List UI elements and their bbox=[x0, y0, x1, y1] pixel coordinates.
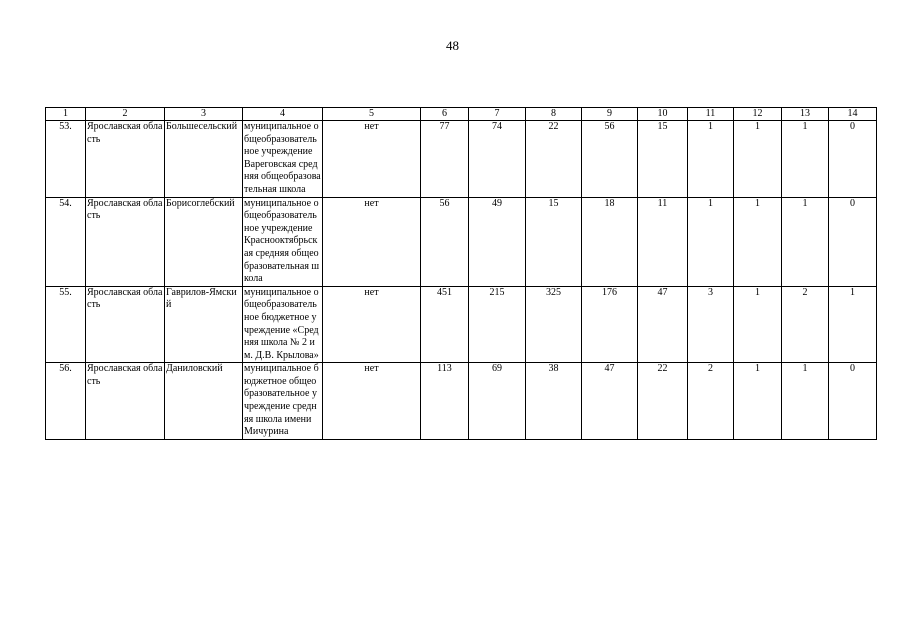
value-cell: 2 bbox=[782, 286, 829, 363]
value-cell: 0 bbox=[829, 363, 877, 440]
flag-cell: нет bbox=[323, 363, 421, 440]
value-cell: 215 bbox=[469, 286, 526, 363]
column-header: 9 bbox=[582, 108, 638, 121]
value-cell: 0 bbox=[829, 197, 877, 286]
value-cell: 2 bbox=[688, 363, 734, 440]
column-header: 14 bbox=[829, 108, 877, 121]
value-cell: 1 bbox=[734, 121, 782, 198]
page-number: 48 bbox=[446, 38, 459, 53]
column-header: 6 bbox=[421, 108, 469, 121]
value-cell: 22 bbox=[526, 121, 582, 198]
value-cell: 1 bbox=[734, 286, 782, 363]
row-number: 55. bbox=[46, 286, 86, 363]
value-cell: 56 bbox=[421, 197, 469, 286]
region-cell: Ярославская область bbox=[86, 121, 165, 198]
value-cell: 18 bbox=[582, 197, 638, 286]
district-cell: Гаврилов-Ямский bbox=[165, 286, 243, 363]
value-cell: 3 bbox=[688, 286, 734, 363]
column-header: 5 bbox=[323, 108, 421, 121]
region-cell: Ярославская область bbox=[86, 363, 165, 440]
value-cell: 47 bbox=[582, 363, 638, 440]
flag-cell: нет bbox=[323, 197, 421, 286]
value-cell: 1 bbox=[688, 121, 734, 198]
district-cell: Большесельский bbox=[165, 121, 243, 198]
school-cell: муниципальное общеобразовательное бюджетное учреждение «Средняя школа № 2 им. Д.В. Крылова» bbox=[243, 286, 323, 363]
flag-cell: нет bbox=[323, 121, 421, 198]
district-cell: Даниловский bbox=[165, 363, 243, 440]
column-header: 4 bbox=[243, 108, 323, 121]
value-cell: 176 bbox=[582, 286, 638, 363]
value-cell: 56 bbox=[582, 121, 638, 198]
flag-cell: нет bbox=[323, 286, 421, 363]
value-cell: 113 bbox=[421, 363, 469, 440]
value-cell: 49 bbox=[469, 197, 526, 286]
table-row bbox=[46, 197, 877, 286]
column-header: 3 bbox=[165, 108, 243, 121]
value-cell: 15 bbox=[638, 121, 688, 198]
column-header: 2 bbox=[86, 108, 165, 121]
region-cell: Ярославская область bbox=[86, 197, 165, 286]
value-cell: 69 bbox=[469, 363, 526, 440]
value-cell: 1 bbox=[782, 197, 829, 286]
region-cell: Ярославская область bbox=[86, 286, 165, 363]
value-cell: 325 bbox=[526, 286, 582, 363]
column-header: 13 bbox=[782, 108, 829, 121]
value-cell: 1 bbox=[829, 286, 877, 363]
value-cell: 0 bbox=[829, 121, 877, 198]
column-header: 8 bbox=[526, 108, 582, 121]
row-number: 53. bbox=[46, 121, 86, 198]
value-cell: 11 bbox=[638, 197, 688, 286]
row-number: 54. bbox=[46, 197, 86, 286]
value-cell: 1 bbox=[734, 197, 782, 286]
value-cell: 77 bbox=[421, 121, 469, 198]
row-number: 56. bbox=[46, 363, 86, 440]
column-number-row bbox=[46, 108, 877, 121]
column-header: 7 bbox=[469, 108, 526, 121]
table-row bbox=[46, 121, 877, 198]
table-row bbox=[46, 286, 877, 363]
value-cell: 451 bbox=[421, 286, 469, 363]
column-header: 10 bbox=[638, 108, 688, 121]
value-cell: 47 bbox=[638, 286, 688, 363]
district-cell: Борисоглебский bbox=[165, 197, 243, 286]
value-cell: 22 bbox=[638, 363, 688, 440]
value-cell: 1 bbox=[734, 363, 782, 440]
data-table bbox=[45, 107, 877, 440]
column-header: 12 bbox=[734, 108, 782, 121]
school-cell: муниципальное общеобразовательное учреждение Вареговская средняя общеобразовательная школа bbox=[243, 121, 323, 198]
table-row bbox=[46, 363, 877, 440]
value-cell: 38 bbox=[526, 363, 582, 440]
column-header: 11 bbox=[688, 108, 734, 121]
value-cell: 1 bbox=[688, 197, 734, 286]
value-cell: 15 bbox=[526, 197, 582, 286]
school-cell: муниципальное общеобразовательное учреждение Краснооктябрьская средняя общеобразовательная школа bbox=[243, 197, 323, 286]
school-cell: муниципальное бюджетное общеобразовательное учреждение средняя школа имени Мичурина bbox=[243, 363, 323, 440]
column-header: 1 bbox=[46, 108, 86, 121]
value-cell: 74 bbox=[469, 121, 526, 198]
value-cell: 1 bbox=[782, 363, 829, 440]
value-cell: 1 bbox=[782, 121, 829, 198]
